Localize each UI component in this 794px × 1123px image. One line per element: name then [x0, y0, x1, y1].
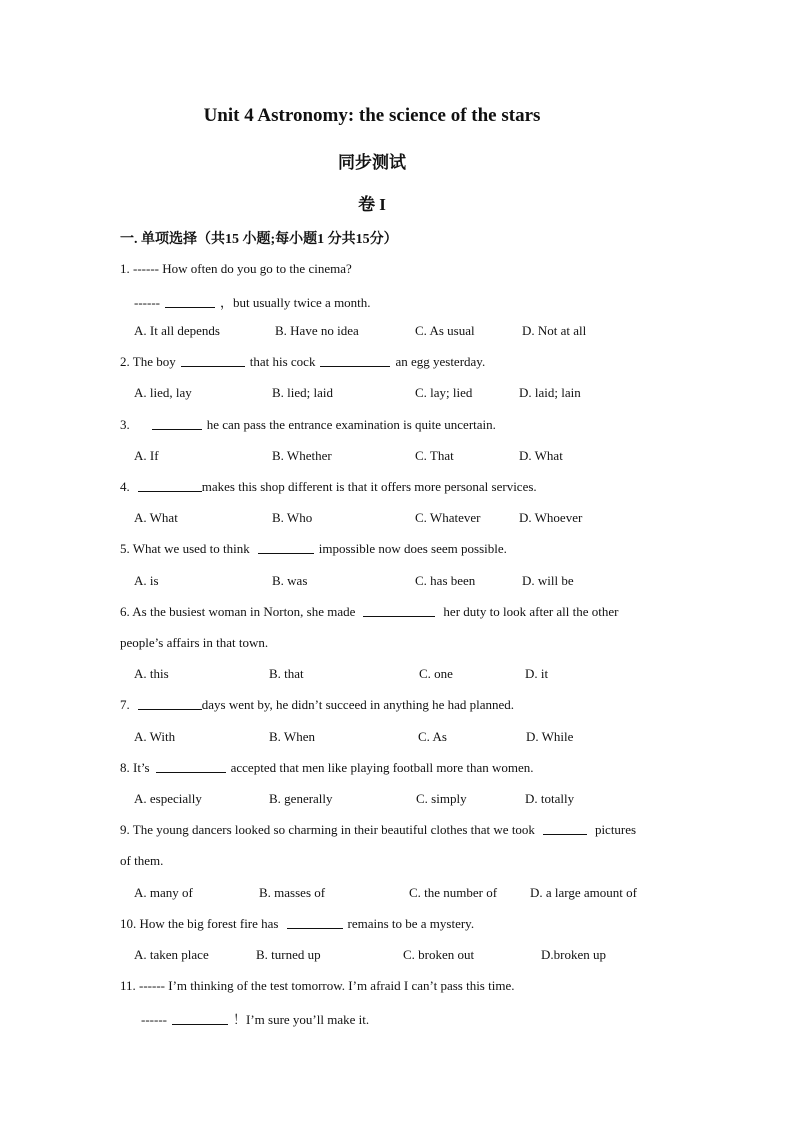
question-3-option-a: A. If	[134, 448, 159, 463]
question-1-option-c: C. As usual	[415, 323, 475, 338]
question-4-option-a: A. What	[134, 510, 178, 525]
question-6-option-d: D. it	[525, 666, 549, 681]
stem-part: that his cock	[249, 354, 316, 369]
question-8-option-a: A. especially	[134, 791, 202, 806]
section-heading: 一. 单项选择（共15 小题;每小题1 分共15分）	[120, 232, 398, 247]
question-9-option-a: A. many of	[134, 885, 193, 900]
question-5-option-a: A. is	[134, 573, 159, 588]
question-1-stem: 1. ------ How often do you go to the cinema?	[120, 261, 352, 276]
answer-blank	[363, 604, 435, 617]
stem-part: accepted that men like playing football more than women.	[230, 760, 534, 775]
question-10-option-c: C. broken out	[403, 947, 475, 962]
page-title: Unit 4 Astronomy: the science of the stars	[203, 105, 541, 126]
question-9-stem	[120, 822, 636, 838]
question-3-stem	[120, 417, 496, 433]
question-7-stem	[120, 697, 514, 713]
stem-part: an egg yesterday.	[395, 354, 486, 369]
question-6-stem	[120, 604, 619, 620]
stem-part: makes this shop different is that it offers more personal services.	[201, 479, 537, 494]
question-3-option-b: B. Whether	[272, 448, 332, 463]
answer-blank	[287, 916, 343, 929]
reply-text: ！I’m sure you’ll make it.	[232, 1012, 370, 1027]
question-6-option-c: C. one	[419, 666, 453, 681]
question-2-option-b: B. lied; laid	[272, 385, 334, 400]
question-10-option-a: A. taken place	[134, 947, 209, 962]
answer-blank	[138, 697, 202, 710]
answer-blank	[258, 541, 314, 554]
question-6-stem-cont: people’s affairs in that town.	[120, 635, 269, 650]
question-2-option-a: A. lied, lay	[134, 385, 192, 400]
reply-dash: ------	[134, 295, 160, 310]
question-5-stem	[120, 541, 507, 557]
question-2-option-d: D. laid; lain	[519, 385, 581, 400]
stem-part: 6. As the busiest woman in Norton, she made	[120, 604, 356, 619]
question-8-option-d: D. totally	[525, 791, 575, 806]
stem-part: 7.	[120, 697, 130, 712]
stem-part: 3.	[120, 417, 130, 432]
answer-blank	[181, 354, 245, 367]
question-4-option-d: D. Whoever	[519, 510, 583, 525]
question-3-option-d: D. What	[519, 448, 563, 463]
question-5-option-d: D. will be	[522, 573, 574, 588]
question-1-option-d: D. Not at all	[522, 323, 587, 338]
question-6-option-b: B. that	[269, 666, 304, 681]
question-5-option-b: B. was	[272, 573, 308, 588]
question-7-option-b: B. When	[269, 729, 315, 744]
stem-part: 4.	[120, 479, 130, 494]
question-8-option-b: B. generally	[269, 791, 333, 806]
question-6-option-a: A. this	[134, 666, 169, 681]
question-10-option-d: D.broken up	[541, 947, 606, 962]
question-9-option-c: C. the number of	[409, 885, 498, 900]
question-4-stem	[120, 479, 537, 495]
question-7-option-a: A. With	[134, 729, 176, 744]
stem-part: he can pass the entrance examination is quite uncertain.	[206, 417, 496, 432]
question-10-stem	[120, 916, 474, 932]
question-9-option-d: D. a large amount of	[530, 885, 637, 900]
question-9-stem-cont: of them.	[120, 853, 164, 868]
reply-dash: ------	[141, 1012, 167, 1027]
question-3-option-c: C. That	[415, 448, 454, 463]
question-7-option-d: D. While	[526, 729, 574, 744]
answer-blank	[156, 760, 226, 773]
question-1-reply	[134, 292, 371, 311]
stem-part: impossible now does seem possible.	[318, 541, 507, 556]
question-11-stem: 11. ------ I’m thinking of the test tomorrow. I’m afraid I can’t pass this time.	[120, 978, 515, 993]
page-subtitle: 同步测试	[338, 153, 406, 172]
question-10-option-b: B. turned up	[256, 947, 321, 962]
question-1-option-b: B. Have no idea	[275, 323, 359, 338]
stem-part: her duty to look after all the other	[443, 604, 619, 619]
question-4-option-b: B. Who	[272, 510, 313, 525]
question-9-option-b: B. masses of	[259, 885, 326, 900]
question-2-option-c: C. lay; lied	[415, 385, 473, 400]
stem-part: remains to be a mystery.	[347, 916, 475, 931]
stem-part: 5. What we used to think	[120, 541, 250, 556]
stem-part: 9. The young dancers looked so charming in their beautiful clothes that we took	[120, 822, 535, 837]
question-2-stem	[120, 354, 485, 370]
answer-blank	[543, 822, 587, 835]
stem-part: 8. It’s	[120, 760, 150, 775]
answer-blank	[138, 479, 202, 492]
question-11-reply	[141, 1009, 369, 1028]
answer-blank	[320, 354, 390, 367]
reply-text: ，but usually twice a month.	[219, 295, 371, 310]
stem-part: 2. The boy	[120, 354, 176, 369]
question-5-option-c: C. has been	[415, 573, 476, 588]
question-8-option-c: C. simply	[416, 791, 467, 806]
question-7-option-c: C. As	[418, 729, 447, 744]
answer-blank	[152, 417, 202, 430]
stem-part: days went by, he didn’t succeed in anything he had planned.	[201, 697, 515, 712]
stem-part: pictures	[594, 822, 637, 837]
stem-part: 10. How the big forest fire has	[120, 916, 279, 931]
question-1-option-a: A. It all depends	[134, 323, 220, 338]
question-4-option-c: C. Whatever	[415, 510, 481, 525]
question-8-stem	[120, 760, 534, 776]
volume-label: 卷 I	[358, 195, 386, 214]
answer-blank	[172, 1012, 228, 1025]
answer-blank	[165, 295, 215, 308]
